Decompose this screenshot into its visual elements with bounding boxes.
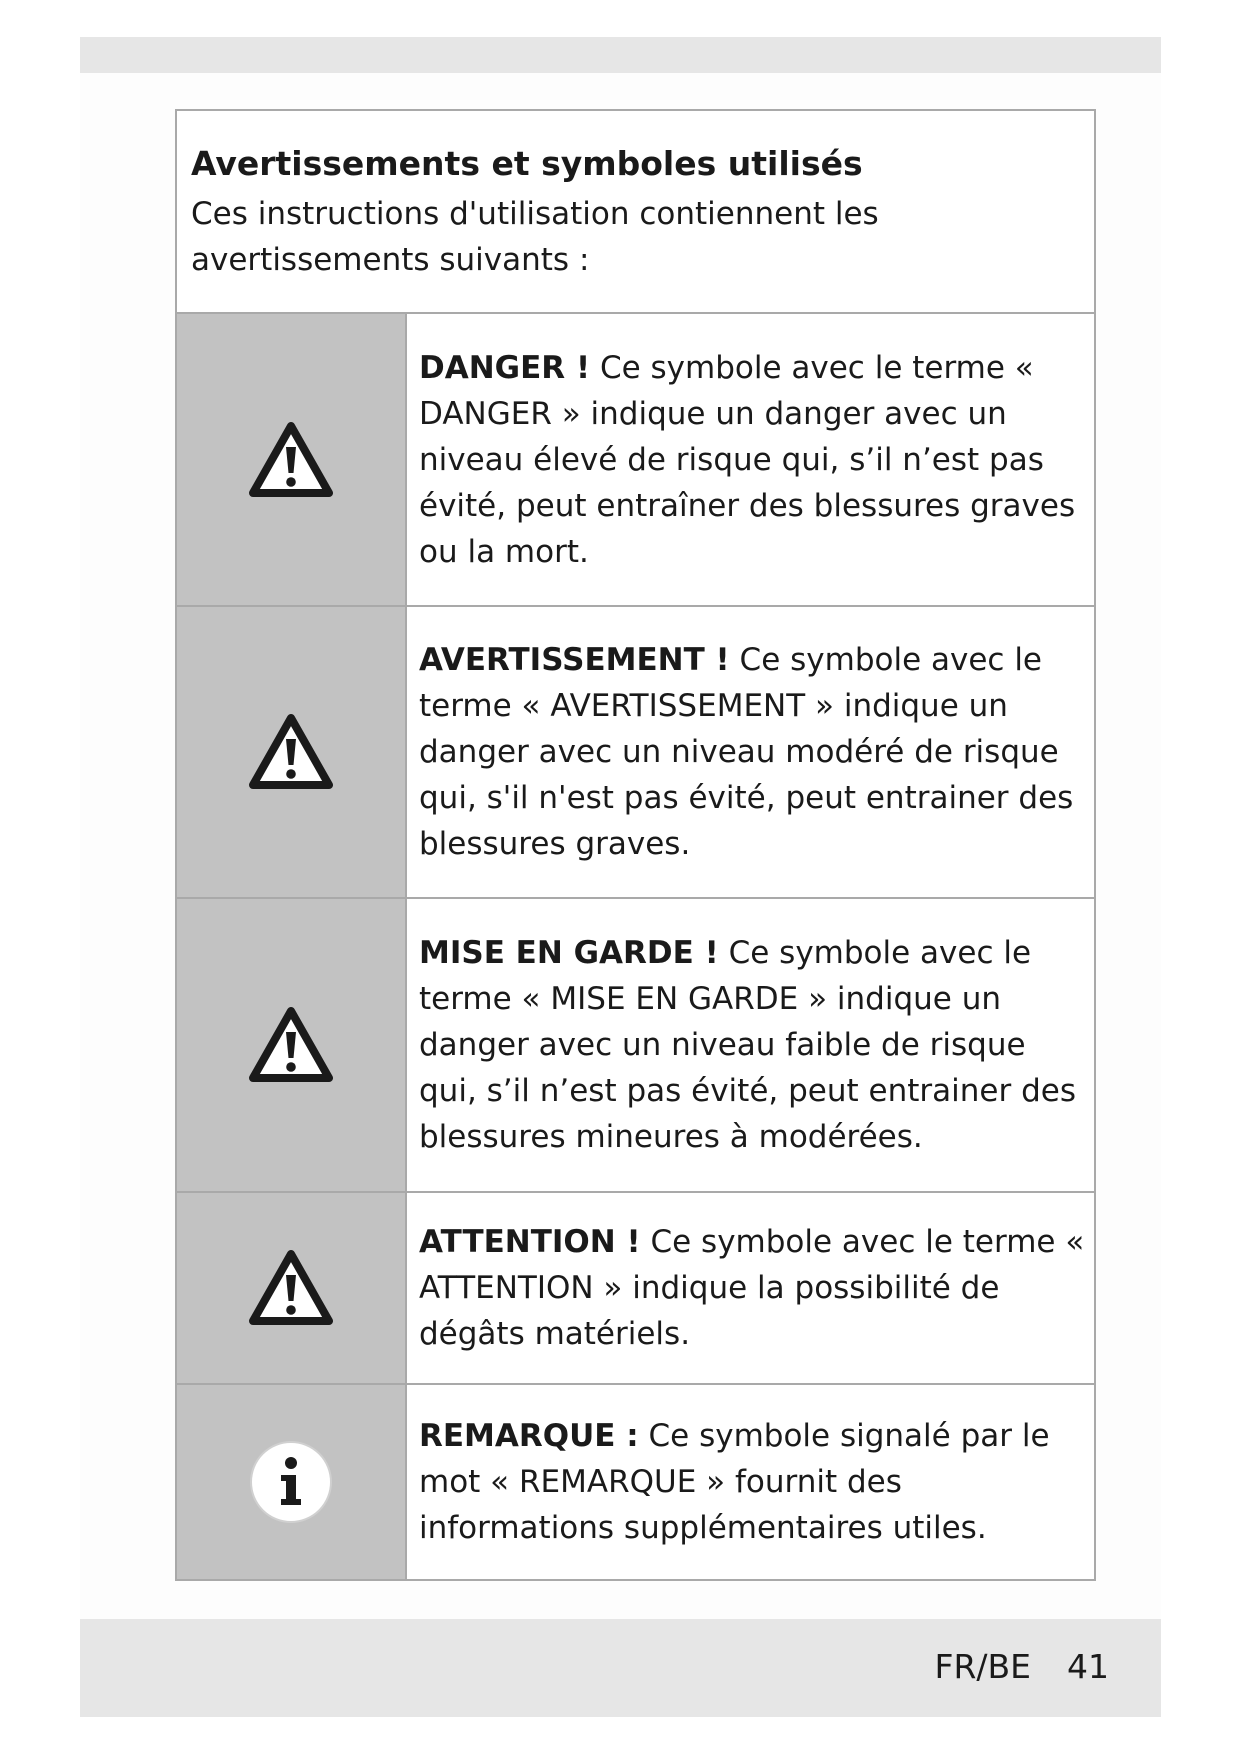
warning-paragraph [419,345,1088,575]
warning-text: Ce symbole avec le terme « DANGER » indique un danger avec un niveau élevé de risque qui, s’il n’est pas évité, peut entraîner des blessures graves ou la mort. [419,349,1076,570]
text-cell [407,899,1094,1191]
icon-cell [177,607,407,897]
footer-text [934,1647,1109,1687]
note-lead: REMARQUE : [419,1418,639,1454]
text-cell [407,1193,1094,1383]
icon-cell [177,1193,407,1383]
intro-section [177,111,1094,314]
info-icon [248,1439,334,1525]
warning-row-attention [177,1193,1094,1385]
text-cell [407,1385,1094,1579]
warning-text: Ce symbole avec le terme « ATTENTION » indique la possibilité de dégâts matériels. [419,1224,1085,1352]
intro-text: Ces instructions d'utilisation contiennent les avertissements suivants : [191,196,879,278]
note-paragraph [419,1413,1088,1551]
warning-text: Ce symbole avec le terme « MISE EN GARDE » indique un danger avec un niveau faible de risque qui, s’il n’est pas évité, peut entrainer des blessures mineures à modérées. [419,935,1076,1155]
warning-triangle-icon [248,1249,334,1327]
section-title: Avertissements et symboles utilisés [191,144,863,183]
top-band [80,37,1161,73]
warning-paragraph [419,637,1088,867]
note-row-remarque [177,1385,1094,1579]
warnings-table [175,109,1096,1581]
warning-row-danger [177,314,1094,607]
warning-triangle-icon [248,1006,334,1084]
note-text: Ce symbole signalé par le mot « REMARQUE » fournit des informations supplémentaires utiles. [419,1418,1050,1546]
locale-label: FR/BE [934,1647,1031,1686]
warning-paragraph [419,1219,1088,1357]
warning-row-avertissement [177,607,1094,899]
footer [80,1619,1161,1717]
warning-lead: DANGER ! [419,349,591,386]
warning-lead: MISE EN GARDE ! [419,935,719,971]
text-cell [407,314,1094,605]
warning-row-mise-en-garde [177,899,1094,1193]
warning-triangle-icon [248,421,334,499]
warning-paragraph [419,930,1088,1160]
warning-triangle-icon [248,713,334,791]
page-number: 41 [1067,1647,1109,1686]
icon-cell [177,314,407,605]
text-cell [407,607,1094,897]
warning-text: Ce symbole avec le terme « AVERTISSEMENT » indique un danger avec un niveau modéré de risque qui, s'il n'est pas évité, peut entrainer des blessures graves. [419,642,1074,862]
icon-cell [177,1385,407,1579]
warning-lead: AVERTISSEMENT ! [419,642,730,678]
warning-lead: ATTENTION ! [419,1224,641,1260]
icon-cell [177,899,407,1191]
